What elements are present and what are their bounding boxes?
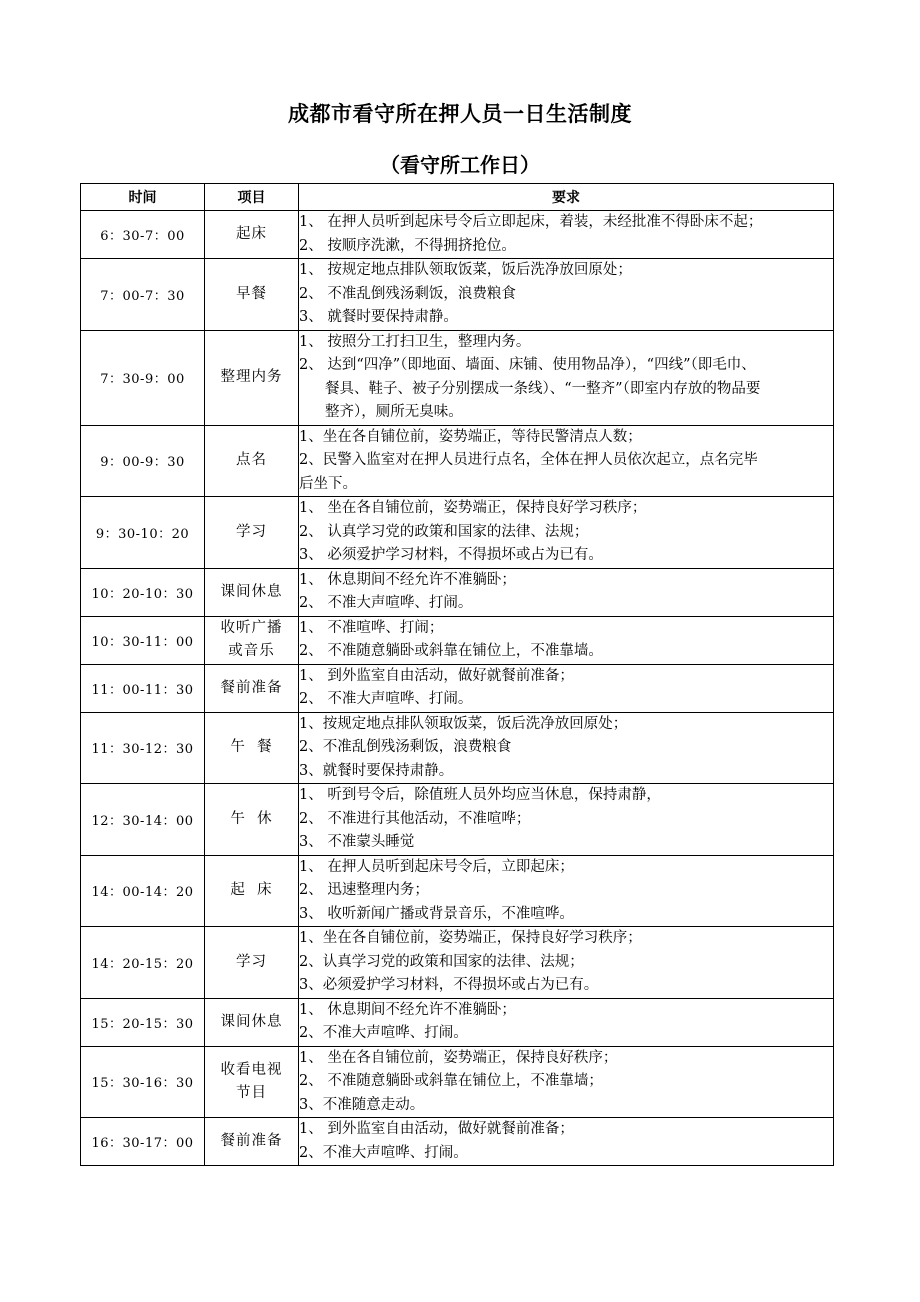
- row-requirements: [299, 1118, 834, 1166]
- requirement-line: 1、 在押人员听到起床号令后，立即起床；: [299, 858, 574, 875]
- requirement-line: 2、 认真学习党的政策和国家的法律、法规；: [299, 523, 589, 540]
- table-row: [81, 664, 834, 712]
- row-requirements: [299, 497, 834, 569]
- requirement-line: 2、不准乱倒残汤剩饭，浪费粮食: [299, 739, 512, 755]
- row-time: 11：00-11：30: [81, 664, 205, 712]
- row-requirements: [299, 259, 834, 331]
- table-row: [81, 784, 834, 856]
- table-row: [81, 855, 834, 927]
- row-requirements: [299, 616, 834, 664]
- requirement-line: 2、 达到“四净”（即地面、墙面、床铺、使用物品净），“四线”（即毛巾、: [299, 357, 756, 373]
- requirement-line: 2、不准大声喧哗、打闹。: [299, 1144, 468, 1161]
- requirement-line: 1、 到外监室自由活动，做好就餐前准备；: [299, 667, 574, 684]
- row-time: 14：00-14：20: [81, 855, 205, 927]
- row-item: 学习: [205, 927, 299, 999]
- requirement-line: 3、就餐时要保持肃静。: [299, 762, 454, 779]
- row-time: 14：20-15：20: [81, 927, 205, 999]
- document-subtitle: （看守所工作日）: [380, 153, 540, 177]
- requirement-line: 2、 不准随意躺卧或斜靠在铺位上，不准靠墙。: [299, 643, 603, 659]
- requirement-line: 2、认真学习党的政策和国家的法律、法规；: [299, 953, 584, 970]
- requirement-line: 2、 按顺序洗漱，不得拥挤抢位。: [299, 237, 516, 254]
- row-requirements: [299, 330, 834, 425]
- table-row: [81, 1118, 834, 1166]
- requirement-line: 1、 听到号令后，除值班人员外均应当休息，保持肃静，: [299, 787, 661, 803]
- table-row: [81, 712, 834, 784]
- row-time: 7：30-9：00: [81, 330, 205, 425]
- table-header-row: [81, 184, 834, 211]
- row-time: 6：30-7：00: [81, 211, 205, 259]
- row-time: 16：30-17：00: [81, 1118, 205, 1166]
- requirement-line: 1、 不准喧哗、打闹；: [299, 619, 444, 636]
- row-requirements: [299, 855, 834, 927]
- requirement-line: 2、 不准随意躺卧或斜靠在铺位上，不准靠墙；: [299, 1073, 603, 1089]
- requirement-line: 1、 休息期间不经允许不准躺卧；: [299, 571, 516, 588]
- requirement-line: 1、 在押人员听到起床号令后立即起床，着装，未经批准不得卧床不起；: [299, 214, 763, 230]
- requirement-line: 2、不准大声喧哗、打闹。: [299, 1025, 468, 1041]
- row-item: 餐前准备: [205, 664, 299, 712]
- requirement-line: 1、坐在各自铺位前，姿势端正，等待民警清点人数；: [299, 428, 642, 445]
- row-time: 9：30-10：20: [81, 497, 205, 569]
- requirement-line: 餐具、鞋子、被子分别摆成一条线）、“一整齐”（即室内存放的物品要: [325, 380, 761, 397]
- requirement-line: 1、按规定地点排队领取饭菜，饭后洗净放回原处；: [299, 715, 628, 732]
- table-row: [81, 211, 834, 259]
- row-time: 9：00-9：30: [81, 425, 205, 497]
- row-item: 课间休息: [205, 568, 299, 616]
- requirement-line: 2、 不准进行其他活动，不准喧哗；: [299, 810, 531, 827]
- table-row: [81, 998, 834, 1046]
- row-requirements: [299, 211, 834, 259]
- requirement-line: 1、坐在各自铺位前，姿势端正，保持良好学习秩序；: [299, 930, 642, 946]
- row-time: 15：20-15：30: [81, 998, 205, 1046]
- row-requirements: [299, 568, 834, 616]
- table-row: [81, 425, 834, 497]
- header-time: 时间: [81, 184, 205, 211]
- row-item: 课间休息: [205, 998, 299, 1046]
- row-time: 10：30-11：00: [81, 616, 205, 664]
- requirement-line: 3、 不准蒙头睡觉: [299, 834, 415, 850]
- row-item: 整理内务: [205, 330, 299, 425]
- table-row: [81, 330, 834, 425]
- schedule-table: [80, 183, 834, 1166]
- table-row: [81, 1046, 834, 1118]
- requirement-line: 整齐），厕所无臭味。: [325, 404, 463, 420]
- row-requirements: [299, 664, 834, 712]
- requirement-line: 2、 迅速整理内务；: [299, 882, 429, 898]
- requirement-line: 2、 不准大声喧哗、打闹。: [299, 595, 473, 611]
- requirement-line: 3、 必须爱护学习材料，不得损坏或占为已有。: [299, 547, 603, 563]
- header-item: 项目: [205, 184, 299, 211]
- row-requirements: [299, 425, 834, 497]
- row-requirements: [299, 712, 834, 784]
- requirement-line: 2、 不准乱倒残汤剩饭，浪费粮食: [299, 285, 516, 302]
- requirement-line: 1、 坐在各自铺位前，姿势端正，保持良好秩序；: [299, 1049, 618, 1066]
- row-time: 10：20-10：30: [81, 568, 205, 616]
- row-item: 学习: [205, 497, 299, 569]
- table-row: [81, 259, 834, 331]
- table-row: [81, 616, 834, 664]
- row-requirements: [299, 784, 834, 856]
- requirement-line: 1、 坐在各自铺位前，姿势端正，保持良好学习秩序；: [299, 500, 647, 516]
- row-item: 午 餐: [205, 712, 299, 784]
- row-item: 早餐: [205, 259, 299, 331]
- row-time: 11：30-12：30: [81, 712, 205, 784]
- requirement-line: 2、 不准大声喧哗、打闹。: [299, 691, 473, 707]
- row-time: 15：30-16：30: [81, 1046, 205, 1118]
- requirement-line: 1、 到外监室自由活动，做好就餐前准备；: [299, 1121, 574, 1137]
- table-row: [81, 497, 834, 569]
- requirement-line: 1、 休息期间不经允许不准躺卧；: [299, 1001, 516, 1018]
- row-time: 12：30-14：00: [81, 784, 205, 856]
- header-requirement: 要求: [299, 184, 834, 211]
- row-requirements: [299, 927, 834, 999]
- requirement-line: 1、 按规定地点排队领取饭菜，饭后洗净放回原处；: [299, 262, 632, 278]
- row-item: 起 床: [205, 855, 299, 927]
- row-item: 点名: [205, 425, 299, 497]
- requirement-line: 后坐下。: [299, 475, 357, 492]
- row-item: 收看电视节目: [205, 1046, 299, 1118]
- document-title: 成都市看守所在押人员一日生活制度: [288, 102, 632, 126]
- row-item: 起床: [205, 211, 299, 259]
- row-time: 7：00-7：30: [81, 259, 205, 331]
- row-requirements: [299, 998, 834, 1046]
- table-row: [81, 927, 834, 999]
- requirement-line: 2、民警入监室对在押人员进行点名，全体在押人员依次起立，点名完毕: [299, 452, 758, 468]
- row-requirements: [299, 1046, 834, 1118]
- requirement-line: 1、 按照分工打扫卫生，整理内务。: [299, 333, 531, 350]
- row-item: 午 休: [205, 784, 299, 856]
- requirement-line: 3、 就餐时要保持肃静。: [299, 309, 458, 325]
- row-item: 收听广播或音乐: [205, 616, 299, 664]
- table-row: [81, 568, 834, 616]
- row-item: 餐前准备: [205, 1118, 299, 1166]
- requirement-line: 3、 收听新闻广播或背景音乐，不准喧哗。: [299, 905, 574, 922]
- requirement-line: 3、必须爱护学习材料，不得损坏或占为已有。: [299, 977, 599, 993]
- requirement-line: 3、不准随意走动。: [299, 1096, 425, 1113]
